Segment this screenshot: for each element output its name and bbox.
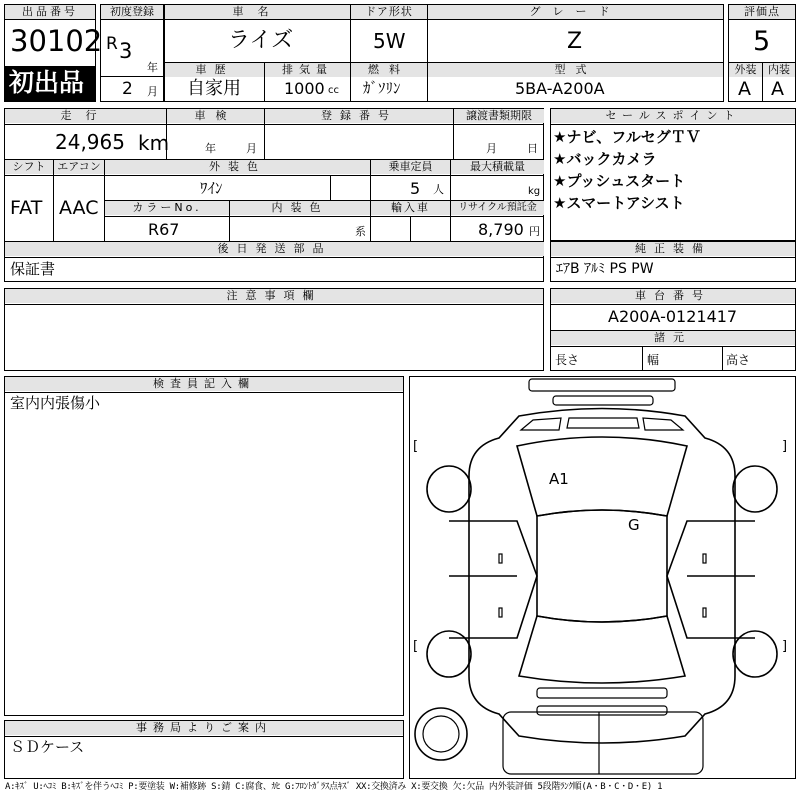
later-parts: 保証書 (10, 260, 56, 278)
model-code: 5BA-A200A (515, 79, 605, 98)
import-label: 輸入車 (371, 201, 450, 215)
exterior-grade: A (738, 78, 751, 100)
fuel-label: 燃料 (351, 63, 427, 77)
interior-grade-label: 内装 (763, 63, 795, 77)
dims-label: 諸元 (551, 331, 795, 345)
sales-point-item: ★ナビ、フルセグＴＶ (553, 128, 701, 146)
car-name-label: 車名 (165, 5, 350, 19)
int-color-label: 内装色 (230, 201, 370, 215)
damage-mark-g: G (628, 516, 640, 534)
mileage: 24,965 (55, 130, 125, 154)
displacement: 1000 (284, 79, 325, 98)
notes-label: 注意事項欄 (5, 289, 543, 303)
car-name: ライズ (228, 28, 294, 53)
inspector-label: 検査員記入欄 (5, 377, 403, 391)
recycle-label: リサイクル預託金 (451, 201, 544, 215)
mileage-label: 走行 (5, 109, 166, 123)
sales-points-label: セールスポイント (551, 109, 795, 123)
inspection-month-unit: 月 (246, 142, 257, 155)
score: 5 (753, 26, 771, 57)
capacity-label: 乗車定員 (371, 160, 450, 174)
exterior-grade-label: 外装 (729, 63, 762, 77)
width-label: 幅 (647, 353, 660, 367)
inspector-note: 室内内張傷小 (10, 394, 101, 412)
transfer-day-unit: 日 (527, 142, 538, 155)
door-type: 5W (373, 29, 406, 53)
transfer-label: 譲渡書類期限 (454, 109, 544, 123)
first-reg-label: 初度登録 (101, 5, 163, 19)
era-mark: R (106, 34, 118, 54)
inspector-box (4, 376, 404, 716)
ext-color: ﾜｲﾝ (200, 179, 223, 197)
later-parts-label: 後日発送部品 (5, 242, 544, 256)
ac: AAC (59, 197, 99, 219)
reg-year: 3 (119, 39, 133, 63)
reg-month: 2 (122, 79, 133, 99)
sales-point-item: ★バックカメラ (553, 150, 657, 168)
bracket-left-bottom: [ (413, 639, 419, 654)
damage-mark-a1: A1 (549, 470, 569, 488)
reg-year-unit: 年 (147, 61, 158, 74)
transfer-month-unit: 月 (486, 142, 497, 155)
office-note: ＳＤケース (10, 738, 85, 756)
color-no-label: カラーNo. (105, 201, 229, 215)
recycle-amount: 8,790 (478, 220, 524, 239)
history: 自家用 (187, 78, 241, 99)
score-label: 評価点 (729, 5, 795, 19)
int-color-unit: 系 (355, 225, 366, 238)
inspection-year-unit: 年 (205, 142, 216, 155)
bracket-right-bottom: ] (782, 639, 788, 654)
length-label: 長さ (555, 353, 580, 367)
ac-label: エアコン (54, 160, 104, 174)
chassis-label: 車台番号 (551, 289, 795, 303)
equipment-value: ｴｱB ｱﾙﾐ PS PW (556, 261, 654, 277)
equipment-label: 純正装備 (551, 242, 795, 256)
plate-label: 登録番号 (265, 109, 453, 123)
recycle-unit: 円 (529, 225, 540, 238)
height-label: 高さ (726, 353, 751, 367)
bracket-right-top: ] (782, 439, 788, 454)
displacement-unit: cc (328, 85, 339, 96)
lot-number: 30102 (10, 24, 103, 58)
lot-number-label: 出品番号 (5, 5, 95, 19)
max-load-unit: kg (528, 186, 541, 197)
car-diagram (409, 376, 796, 779)
mileage-unit: km (138, 131, 170, 155)
shift-label: シフト (5, 160, 53, 174)
sales-point-item: ★スマートアシスト (553, 194, 685, 212)
sales-point-item: ★プッシュスタート (553, 172, 686, 190)
interior-grade: A (771, 78, 784, 100)
capacity: 5 (410, 179, 421, 198)
bracket-left-top: [ (413, 439, 419, 454)
grade: Z (567, 29, 583, 54)
max-load-label: 最大積載量 (451, 160, 544, 174)
fuel: ｶﾞｿﾘﾝ (363, 79, 401, 97)
history-label: 車歴 (165, 63, 264, 77)
inspection-label: 車検 (167, 109, 264, 123)
grade-label: グレード (428, 5, 723, 19)
shift: FAT (10, 197, 43, 219)
displacement-label: 排気量 (265, 63, 350, 77)
capacity-unit: 人 (433, 183, 444, 196)
office-label: 事務局よりご案内 (5, 721, 403, 735)
model-label: 型式 (428, 63, 723, 77)
legend-footer: A:ｷｽﾞ U:ﾍｺﾐ B:ｷｽﾞを伴うﾍｺﾐ P:要塗装 W:補修跡 S:錆 C:腐食、ｶﾋ G:ﾌﾛﾝﾄｶﾞﾗｽ点ｷｽﾞ XX:交換済み X:要交換 欠:欠品 内外装評価 5段階ﾗﾝｸ順(A・B・C・D・E) 1 (5, 782, 663, 792)
color-no: R67 (148, 220, 180, 239)
first-listing-text: 初出品 (9, 68, 85, 97)
ext-color-label: 外装色 (105, 160, 370, 174)
chassis-number: A200A-0121417 (608, 307, 738, 326)
door-label: ドア形状 (351, 5, 427, 19)
reg-month-unit: 月 (147, 85, 158, 98)
